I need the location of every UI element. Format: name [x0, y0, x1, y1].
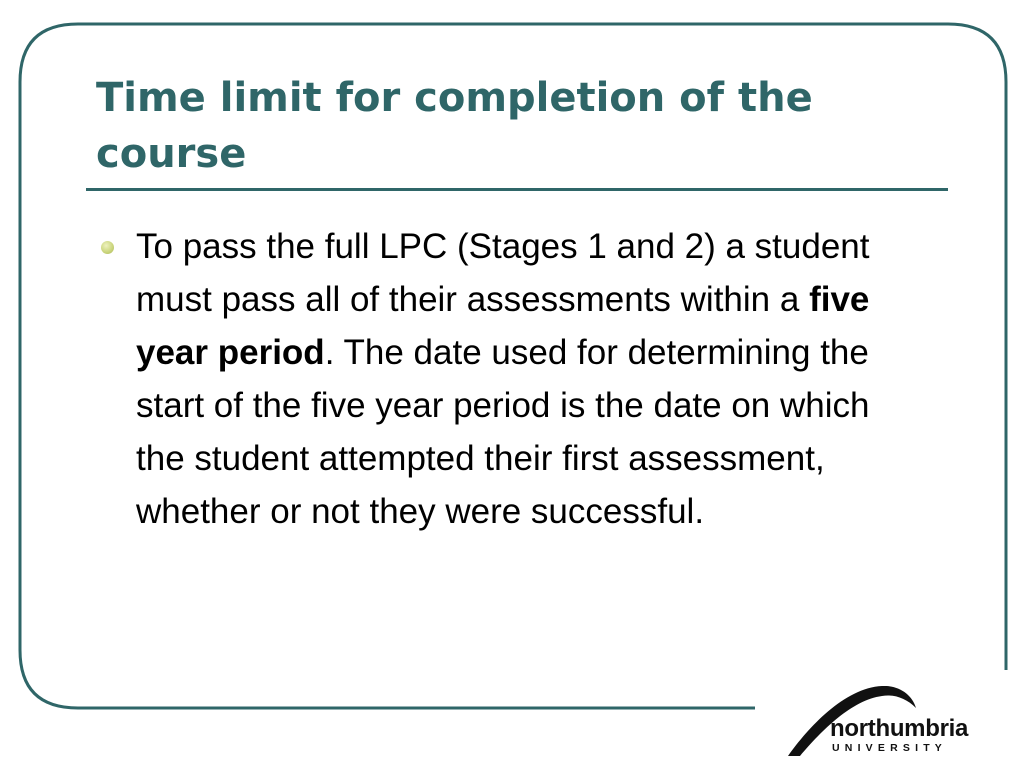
- bullet-text-end: . The date used for determining the start of the five year period is the date on which the student attempted their first assessment, whether or not they were successful.: [136, 333, 870, 531]
- bullet-emphasis: five year period: [136, 280, 870, 372]
- logo-subtitle: UNIVERSITY: [832, 742, 948, 754]
- bullet-icon: [101, 241, 114, 254]
- northumbria-logo: [786, 686, 1006, 762]
- bullet-list: [96, 220, 896, 538]
- title-divider: [86, 188, 948, 191]
- bullet-text-start: To pass the full LPC (Stages 1 and 2) a student must pass all of their assessments within a: [136, 227, 870, 319]
- logo-wordmark: northumbria: [830, 715, 969, 742]
- slide-title: Time limit for completion of the course: [96, 75, 813, 177]
- list-item: [96, 220, 896, 538]
